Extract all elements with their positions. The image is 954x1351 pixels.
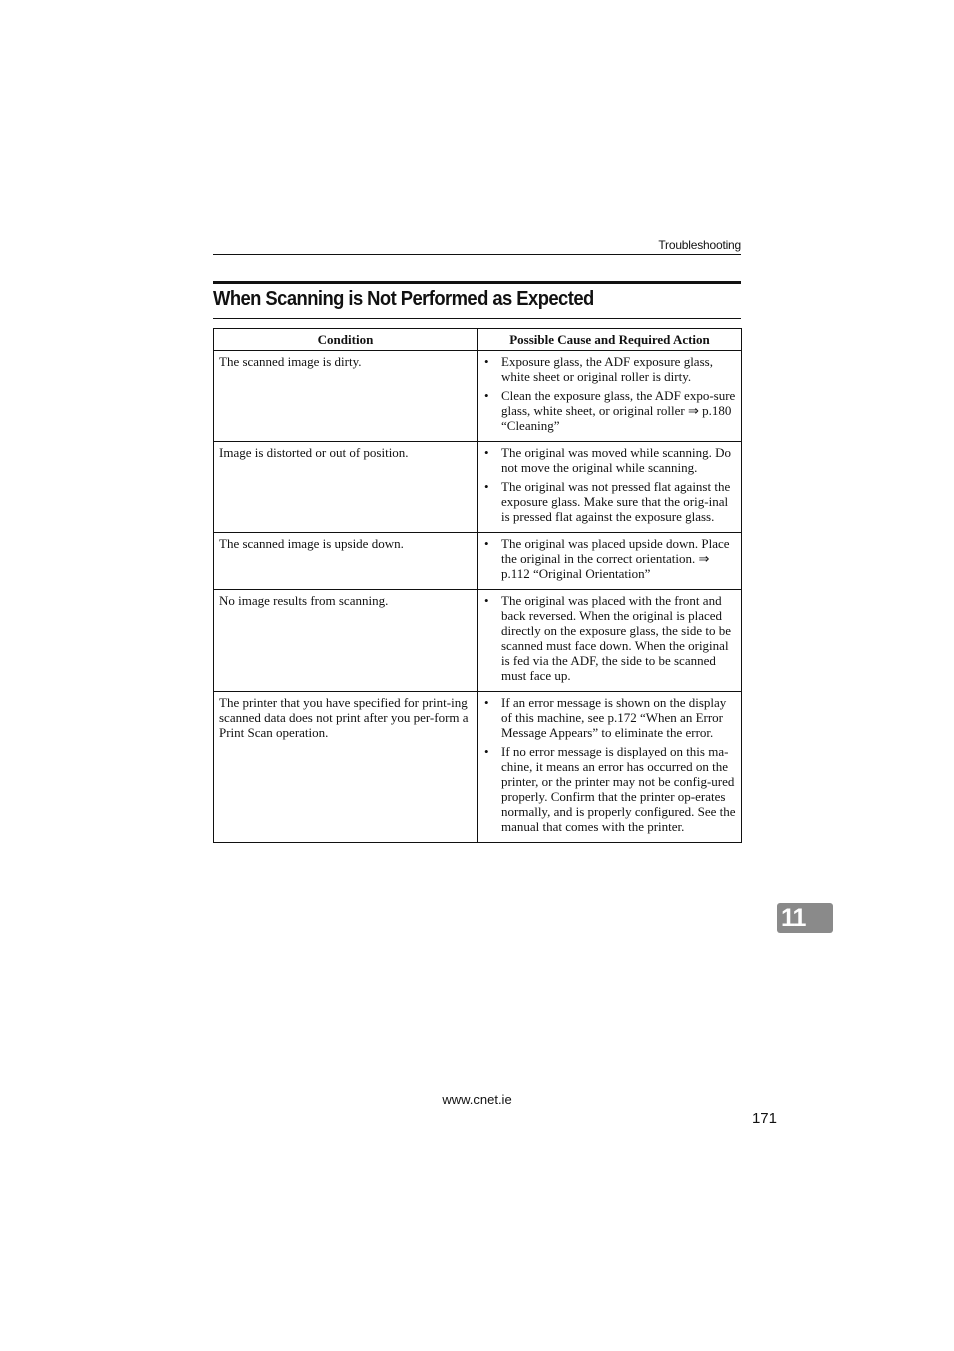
footer-url: www.cnet.ie: [442, 1092, 512, 1107]
header-rule: [213, 254, 741, 255]
column-header-action: Possible Cause and Required Action: [478, 329, 742, 351]
action-list: [482, 593, 737, 683]
page-title: When Scanning is Not Performed as Expected: [213, 288, 594, 310]
condition-cell: Image is distorted or out of position.: [214, 442, 478, 533]
table-row: [214, 590, 742, 692]
action-cell: [478, 442, 742, 533]
action-item: • Clean the exposure glass, the ADF expo-sure glass, white sheet, or original roller ⇒ p.180 “Cleaning”: [482, 388, 737, 433]
table-row: [214, 533, 742, 590]
table-row: [214, 692, 742, 843]
action-cell: [478, 590, 742, 692]
chapter-tab: [777, 903, 833, 933]
action-list: [482, 536, 737, 581]
title-bottom-rule: [213, 318, 741, 319]
action-item: • If no error message is displayed on this ma-chine, it means an error has occurred on the printer, or the printer may not be config-ured properly. Confirm that the printer op-erates normally, and is properly configured. See the manual that comes with the printer.: [482, 744, 737, 834]
action-list: [482, 695, 737, 834]
column-header-condition: Condition: [214, 329, 478, 351]
action-cell: [478, 692, 742, 843]
action-cell: [478, 533, 742, 590]
condition-cell: The printer that you have specified for print-ing scanned data does not print after you per-form a Print Scan operation.: [214, 692, 478, 843]
action-cell: [478, 351, 742, 442]
condition-cell: The scanned image is dirty.: [214, 351, 478, 442]
running-header: Troubleshooting: [658, 238, 741, 252]
action-item: • The original was placed upside down. Place the original in the correct orientation. ⇒ p.112 “Original Orientation”: [482, 536, 737, 581]
action-list: [482, 354, 737, 433]
action-item: • Exposure glass, the ADF exposure glass, white sheet or original roller is dirty.: [482, 354, 737, 384]
action-item: • The original was not pressed flat against the exposure glass. Make sure that the orig-inal is pressed flat against the exposure glass.: [482, 479, 737, 524]
action-list: [482, 445, 737, 524]
condition-cell: The scanned image is upside down.: [214, 533, 478, 590]
action-item: • If an error message is shown on the display of this machine, see p.172 “When an Error Message Appears” to eliminate the error.: [482, 695, 737, 740]
page-number: 171: [751, 1110, 777, 1127]
table-row: [214, 351, 742, 442]
table-header-row: [214, 329, 742, 351]
troubleshooting-table: [213, 328, 742, 843]
title-top-rule: [213, 281, 741, 284]
action-item: • The original was moved while scanning. Do not move the original while scanning.: [482, 445, 737, 475]
chapter-number: 11: [781, 904, 806, 932]
condition-cell: No image results from scanning.: [214, 590, 478, 692]
table-row: [214, 442, 742, 533]
action-item: • The original was placed with the front and back reversed. When the original is placed directly on the exposure glass, the side to be scanned must face down. When the original is fed via the ADF, the side to be scanned must face up.: [482, 593, 737, 683]
